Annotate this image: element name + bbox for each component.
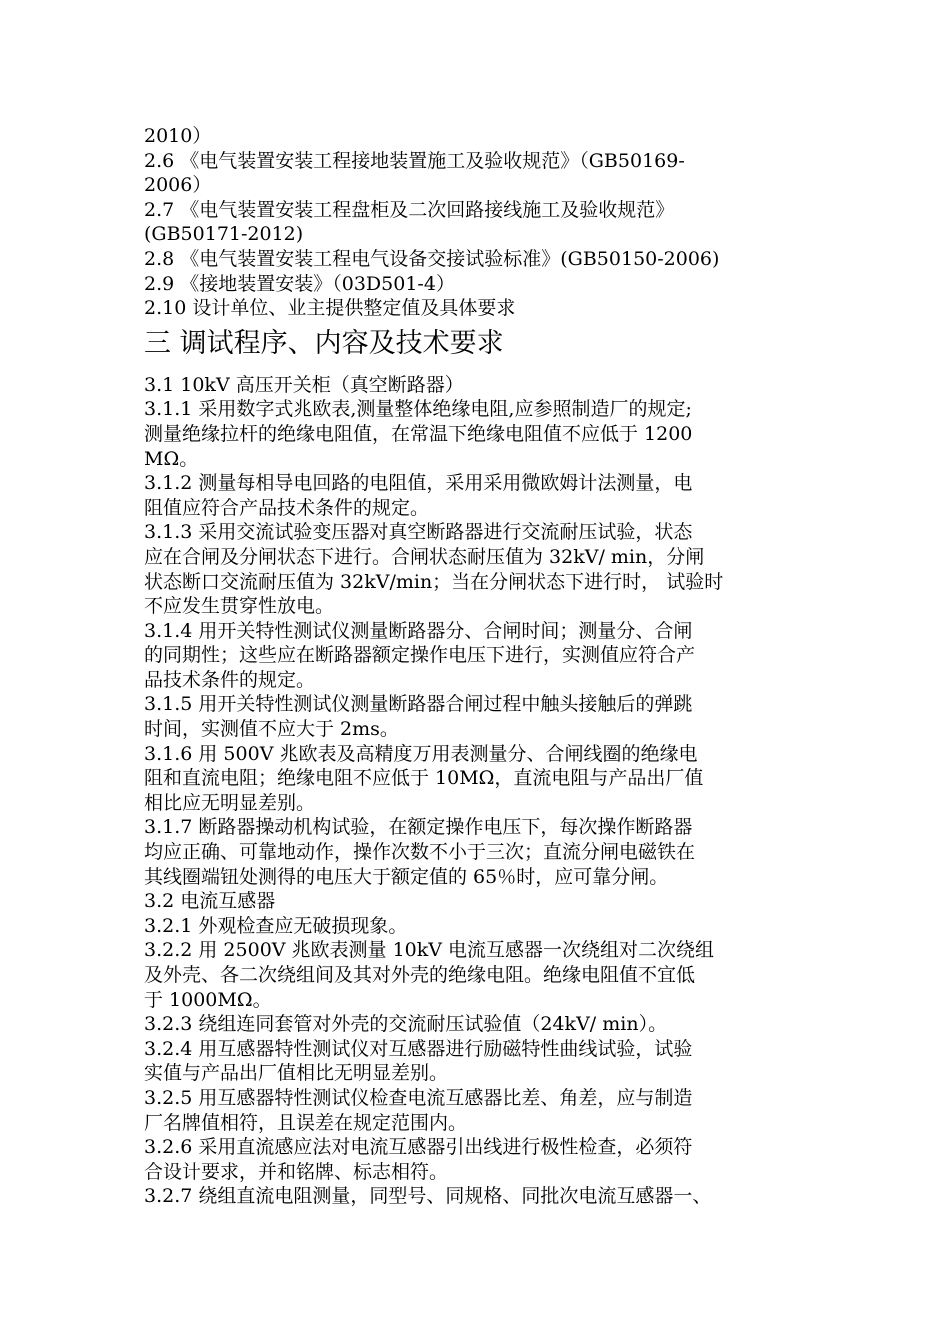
text-line: 不应发生贯穿性放电。 <box>144 595 335 618</box>
text-line: 2006） <box>144 174 212 197</box>
text-line: 品技术条件的规定。 <box>144 668 316 691</box>
text-line: 合设计要求，并和铭牌、标志相符。 <box>144 1160 449 1183</box>
text-line: 状态断口交流耐压值为 32kV/min；当在分闸状态下进行时， 试验时 <box>144 570 724 593</box>
text-line: 2.9 《接地装置安装》（03D501-4） <box>144 272 455 295</box>
text-line: 3.2.1 外观检查应无破损现象。 <box>144 914 408 937</box>
text-line: 于 1000MΩ。 <box>144 988 272 1011</box>
text-line: (GB50171-2012) <box>144 223 304 246</box>
text-line: 3.2.5 用互感器特性测试仪检查电流互感器比差、角差，应与制造 <box>144 1086 693 1109</box>
text-line: 阻值应符合产品技术条件的规定。 <box>144 496 430 519</box>
section-body <box>144 373 824 1209</box>
text-line: 测量绝缘拉杆的绝缘电阻值，在常温下绝缘电阻值不应低于 1200 <box>144 422 693 445</box>
text-line: 3.2.2 用 2500V 兆欧表测量 10kV 电流互感器一次绕组对二次绕组 <box>144 939 715 962</box>
standards-list <box>144 124 824 321</box>
text-line: 厂名牌值相符，且误差在规定范围内。 <box>144 1111 468 1134</box>
text-line: 3.1.6 用 500V 兆欧表及高精度万用表测量分、合闸线圈的绝缘电 <box>144 742 698 765</box>
text-line: 2010） <box>144 125 212 147</box>
text-line: 2.10 设计单位、业主提供整定值及具体要求 <box>144 297 516 320</box>
section-heading: 三 调试程序、内容及技术要求 <box>144 327 504 359</box>
text-line: 其线圈端钮处测得的电压大于额定值的 65％时，应可靠分闸。 <box>144 865 669 888</box>
text-line: 时间，实测值不应大于 2ms。 <box>144 718 399 741</box>
text-line: 3.1.3 采用交流试验变压器对真空断路器进行交流耐压试验，状态 <box>144 521 693 544</box>
text-line: 3.2.4 用互感器特性测试仪对互感器进行励磁特性曲线试验，试验 <box>144 1037 693 1060</box>
text-line: 3.1.1 采用数字式兆欧表,测量整体绝缘电阻,应参照制造厂的规定; <box>144 398 692 421</box>
text-line: 均应正确、可靠地动作，操作次数不小于三次；直流分闸电磁铁在 <box>144 841 696 864</box>
text-line: 阻和直流电阻；绝缘电阻不应低于 10MΩ，直流电阻与产品出厂值 <box>144 767 704 790</box>
text-line: 3.2 电流互感器 <box>144 890 276 913</box>
text-line: 3.2.7 绕组直流电阻测量，同型号、同规格、同批次电流互感器一、 <box>144 1185 712 1208</box>
text-line: 3.1 10kV 高压开关柜（真空断路器） <box>144 373 464 396</box>
text-line: 2.6 《电气装置安装工程接地装置施工及验收规范》（GB50169- <box>144 149 685 172</box>
text-line: 2.7 《电气装置安装工程盘柜及二次回路接线施工及验收规范》 <box>144 198 675 221</box>
text-line: 3.2.6 采用直流感应法对电流互感器引出线进行极性检查，必须符 <box>144 1136 693 1159</box>
document-page <box>144 124 824 1209</box>
text-line: 3.2.3 绕组连同套管对外壳的交流耐压试验值（24kV/ min）。 <box>144 1013 668 1036</box>
text-line: 实值与产品出厂值相比无明显差别。 <box>144 1062 449 1085</box>
text-line: 及外壳、各二次绕组间及其对外壳的绝缘电阻。绝缘电阻值不宜低 <box>144 964 696 986</box>
text-line: 3.1.2 测量每相导电回路的电阻值，采用采用微欧姆计法测量，电 <box>144 472 693 495</box>
text-line: 3.1.5 用开关特性测试仪测量断路器合闸过程中触头接触后的弹跳 <box>144 693 693 716</box>
text-line: MΩ。 <box>144 447 199 470</box>
text-line: 相比应无明显差别。 <box>144 791 316 814</box>
text-line: 3.1.7 断路器操动机构试验，在额定操作电压下，每次操作断路器 <box>144 816 693 839</box>
text-line: 应在合闸及分闸状态下进行。合闸状态耐压值为 32kV/ min，分闸 <box>144 545 705 568</box>
text-line: 2.8 《电气装置安装工程电气设备交接试验标准》(GB50150-2006) <box>144 247 720 270</box>
text-line: 的同期性；这些应在断路器额定操作电压下进行，实测值应符合产 <box>144 644 696 667</box>
text-line: 3.1.4 用开关特性测试仪测量断路器分、合闸时间；测量分、合闸 <box>144 619 693 642</box>
